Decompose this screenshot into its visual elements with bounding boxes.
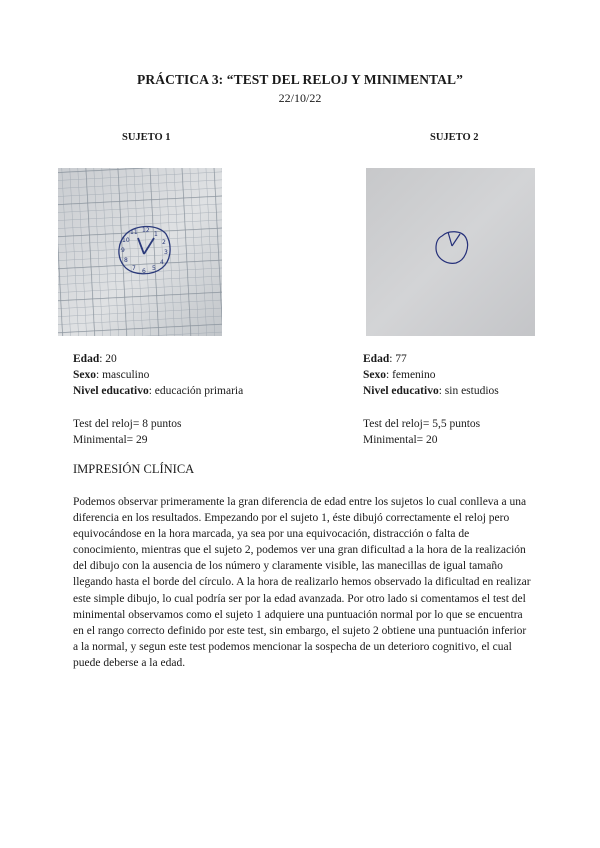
svg-text:2: 2: [162, 239, 166, 246]
clock-drawing-grid-paper-icon: [58, 168, 222, 336]
subject-1-info: [73, 351, 243, 448]
svg-text:8: 8: [124, 257, 128, 264]
subject-1-clock-photo: [58, 168, 222, 336]
subject-2-minimental-score: Minimental= 20: [363, 433, 438, 446]
subject-1-age: Edad: 20: [73, 353, 117, 365]
subject-2-info: [363, 351, 499, 448]
subject-2-clock-test-score: Test del reloj= 5,5 puntos: [363, 417, 481, 430]
subject-1-minimental-score: Minimental= 29: [73, 433, 148, 446]
subject-1-sex: Sexo: masculino: [73, 369, 150, 382]
svg-text:3: 3: [164, 249, 168, 256]
clock-drawing-plain-paper-icon: [366, 168, 535, 336]
subject-2-sex: Sexo: femenino: [363, 369, 436, 382]
document-title: PRÁCTICA 3: “TEST DEL RELOJ Y MINIMENTAL”: [137, 72, 463, 87]
subject-1-label: SUJETO 1: [122, 132, 171, 143]
subject-2-education: Nivel educativo: sin estudios: [363, 385, 499, 398]
svg-text:6: 6: [142, 268, 146, 275]
clinical-impression-text: Podemos observar primeramente la gran diferencia de edad entre los sujetos lo cual conlleva a una diferencia en los resultados. Empezando por el sujeto 1, éste dibujó correctamente el reloj pero equivocándose en la hora marcada, ya sea por una equivocación, distracción o falta de conocimiento, mientras que el sujeto 2, podemos ver una gran dificultad a la hora de la realización del dibujo con la ausencia de los número y claramente visible, las manecillas de igual tamaño llegando hasta el borde del círculo. A la hora de realizarlo hemos observado la dificultad en realizar este simple dibujo, lo cual podría ser por la edad avanzada. Por otro lado si comentamos el test del minimental observamos como el sujeto 1 adquiere una puntuación normal por lo que se encuentra en el rango correcto definido por este test, sin embargo, el sujeto 2 obtiene una puntuación inferior a la normal, y segun este test podemos mencionar la sospecha de un deterioro cognitivo, el cual puede deberse a la edad.: [73, 496, 531, 669]
svg-text:11: 11: [130, 229, 138, 236]
svg-text:9: 9: [121, 247, 125, 254]
svg-text:5: 5: [152, 265, 156, 272]
svg-text:12: 12: [142, 227, 150, 234]
clinical-impression-heading: IMPRESIÓN CLÍNICA: [73, 462, 195, 476]
svg-text:10: 10: [122, 237, 130, 244]
subject-2-clock-photo: [366, 168, 535, 336]
svg-text:7: 7: [132, 265, 136, 272]
document-date: 22/10/22: [278, 91, 322, 105]
subject-1-education: Nivel educativo: educación primaria: [73, 385, 244, 398]
svg-text:4: 4: [160, 259, 164, 266]
subject-1-clock-test-score: Test del reloj= 8 puntos: [73, 417, 182, 430]
subject-2-label: SUJETO 2: [430, 132, 479, 143]
svg-text:1: 1: [154, 231, 158, 238]
subject-2-age: Edad: 77: [363, 353, 407, 365]
